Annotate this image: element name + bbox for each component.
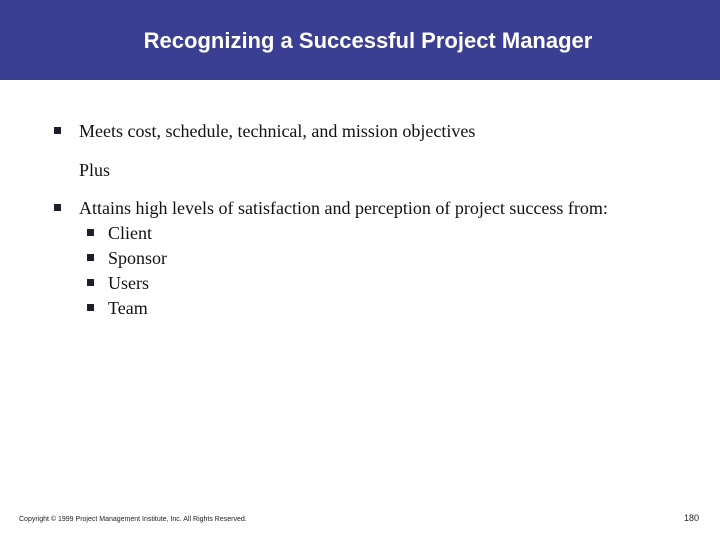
- square-bullet-icon: [87, 279, 94, 286]
- connector-text: Plus: [79, 160, 111, 180]
- copyright-footer: Copyright © 1999 Project Management Institute, Inc. All Rights Reserved.: [19, 516, 247, 523]
- sub-bullet-item: Users: [108, 273, 149, 293]
- square-bullet-icon: [87, 229, 94, 236]
- slide-title: Recognizing a Successful Project Manager: [143, 28, 593, 53]
- sub-bullet-item: Team: [108, 298, 148, 318]
- sub-bullet-item: Client: [108, 223, 152, 243]
- square-bullet-icon: [54, 204, 61, 211]
- page-number: 180: [683, 513, 699, 523]
- square-bullet-icon: [87, 304, 94, 311]
- square-bullet-icon: [54, 127, 61, 134]
- bullet-item: Attains high levels of satisfaction and perception of project success from:: [79, 198, 608, 218]
- square-bullet-icon: [87, 254, 94, 261]
- sub-bullet-item: Sponsor: [108, 248, 168, 268]
- bullet-item: Meets cost, schedule, technical, and mission objectives: [79, 121, 476, 141]
